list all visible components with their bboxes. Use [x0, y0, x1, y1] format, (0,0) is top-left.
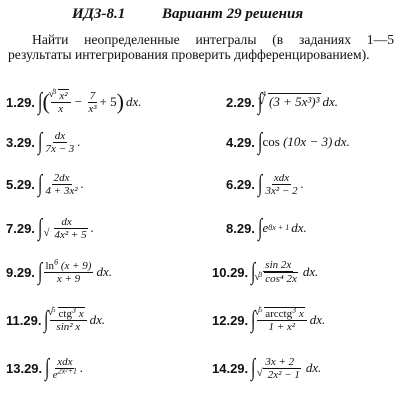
integral-sign: ∫	[38, 89, 43, 115]
fraction: sin 2x 3 √ cos⁴ 2x	[257, 259, 300, 285]
task-statement	[8, 32, 394, 62]
integral-sign: ∫	[44, 307, 49, 333]
problem-1	[6, 82, 206, 122]
fraction: 3x + 2 √ 2x² − 1	[257, 356, 303, 381]
integral-expression: ∫ 4 √ (3 + 5x³)³ dx .	[258, 90, 338, 114]
integral-sign: ∫	[251, 307, 256, 333]
problem-number: 10.29.	[212, 264, 249, 280]
integral-sign: ∫	[258, 89, 263, 115]
integral-sign: ∫	[38, 171, 43, 197]
fraction: $\frac{2dx}{\text{4 + 3x²}}$	[45, 171, 78, 197]
problem-2	[226, 82, 400, 122]
task-text: Найти неопределенные интегралы (в заданиях 1—5 результаты интегрирования проверить дифференцированием).	[8, 32, 394, 62]
problem-number: 12.29.	[212, 312, 249, 328]
integral-sign: ∫	[251, 355, 256, 381]
fraction: $\frac{\text{xdx}}{\text{3x² − 2}}$	[265, 171, 298, 197]
problem-number: 4.29.	[226, 134, 255, 150]
integral-sign: ∫	[45, 355, 50, 381]
integral-expression: ∫ $\frac{\text{xdx}}{e^{2x^2+1}}$ .	[45, 355, 84, 381]
integral-expression: ∫ sin 2x 3 √ cos⁴ 2x dx .	[251, 259, 318, 285]
integral-expression: ∫ cos (10x − 3) dx .	[258, 129, 350, 155]
integral-sign: ∫	[258, 129, 263, 155]
integral-expression: ∫ $\frac{\text{xdx}}{\text{3x² − 2}}$ .	[258, 171, 304, 197]
fraction: $\frac{dx}{7x - 3}$	[45, 129, 75, 155]
problem-number: 2.29.	[226, 94, 255, 110]
problem-6	[226, 164, 400, 204]
problem-8	[226, 208, 400, 248]
integral-expression: ∫ $\frac{2dx}{\text{4 + 3x²}}$ .	[38, 171, 84, 197]
problem-number: 5.29.	[6, 176, 35, 192]
problem-number: 9.29.	[6, 264, 35, 280]
integral-expression: ∫ $\frac{dx}{7x - 3}$ .	[38, 129, 81, 155]
problem-number: 14.29.	[212, 360, 249, 376]
integral-sign: ∫	[38, 215, 43, 241]
problem-number: 6.29.	[226, 176, 255, 192]
problem-number: 8.29.	[226, 220, 255, 236]
fraction: $\frac{\text{xdx}}{e^{2x^2+1}}$	[52, 355, 77, 381]
integral-sign: ∫	[258, 171, 263, 197]
integral-expression: ∫ dx √ 4x² + 5 .	[38, 216, 94, 241]
problem-12	[212, 300, 400, 340]
problem-10	[212, 252, 400, 292]
integral-expression: ∫ 5 √ arcctg$^3$ x 1 + x² dx .	[251, 307, 325, 333]
fraction: 5 √ ctg$^3$ x sin² x	[50, 307, 87, 333]
integral-expression: ∫ $\frac{\ln^6 (x + 9)}{x + 9}$ dx .	[38, 256, 112, 285]
integral-expression: ∫ ( 3 √ x² x − $\frac{7}{\text{x³}}$ + 5 ) dx .	[38, 89, 142, 115]
variant-title: Вариант 29 решения	[162, 6, 304, 22]
problem-5	[6, 164, 206, 204]
integral-expression: ∫ e 8x + 1 dx .	[258, 215, 307, 241]
problem-number: 1.29.	[6, 94, 35, 110]
problem-number: 11.29.	[6, 312, 42, 328]
fraction: dx √ 4x² + 5	[44, 216, 90, 241]
problem-4	[226, 122, 400, 162]
problem-11	[6, 300, 206, 340]
problem-9	[6, 252, 206, 292]
problem-number: 7.29.	[6, 220, 35, 236]
fraction: $\frac{\ln^6 (x + 9)}{x + 9}$	[45, 256, 92, 285]
problem-number: 13.29.	[6, 360, 43, 376]
problem-14	[212, 348, 400, 388]
integral-sign: ∫	[251, 259, 256, 285]
integral-sign: ∫	[38, 259, 43, 285]
fraction: $\frac{7}{\text{x³}}$	[88, 89, 97, 115]
problem-number: 3.29.	[6, 134, 35, 150]
fraction: 3 √ x² x	[51, 89, 71, 115]
integral-sign: ∫	[258, 215, 263, 241]
fraction: 5 √ arcctg$^3$ x 1 + x²	[257, 307, 307, 333]
integral-sign: ∫	[38, 129, 43, 155]
problem-13	[6, 348, 206, 388]
page-header	[0, 6, 400, 26]
assignment-code: ИДЗ-8.1	[72, 6, 126, 22]
integral-expression: ∫ 5 √ ctg$^3$ x sin² x dx .	[44, 307, 105, 333]
problem-7	[6, 208, 206, 248]
integral-expression: ∫ 3x + 2 √ 2x² − 1 dx .	[251, 356, 321, 381]
problem-3	[6, 122, 206, 162]
